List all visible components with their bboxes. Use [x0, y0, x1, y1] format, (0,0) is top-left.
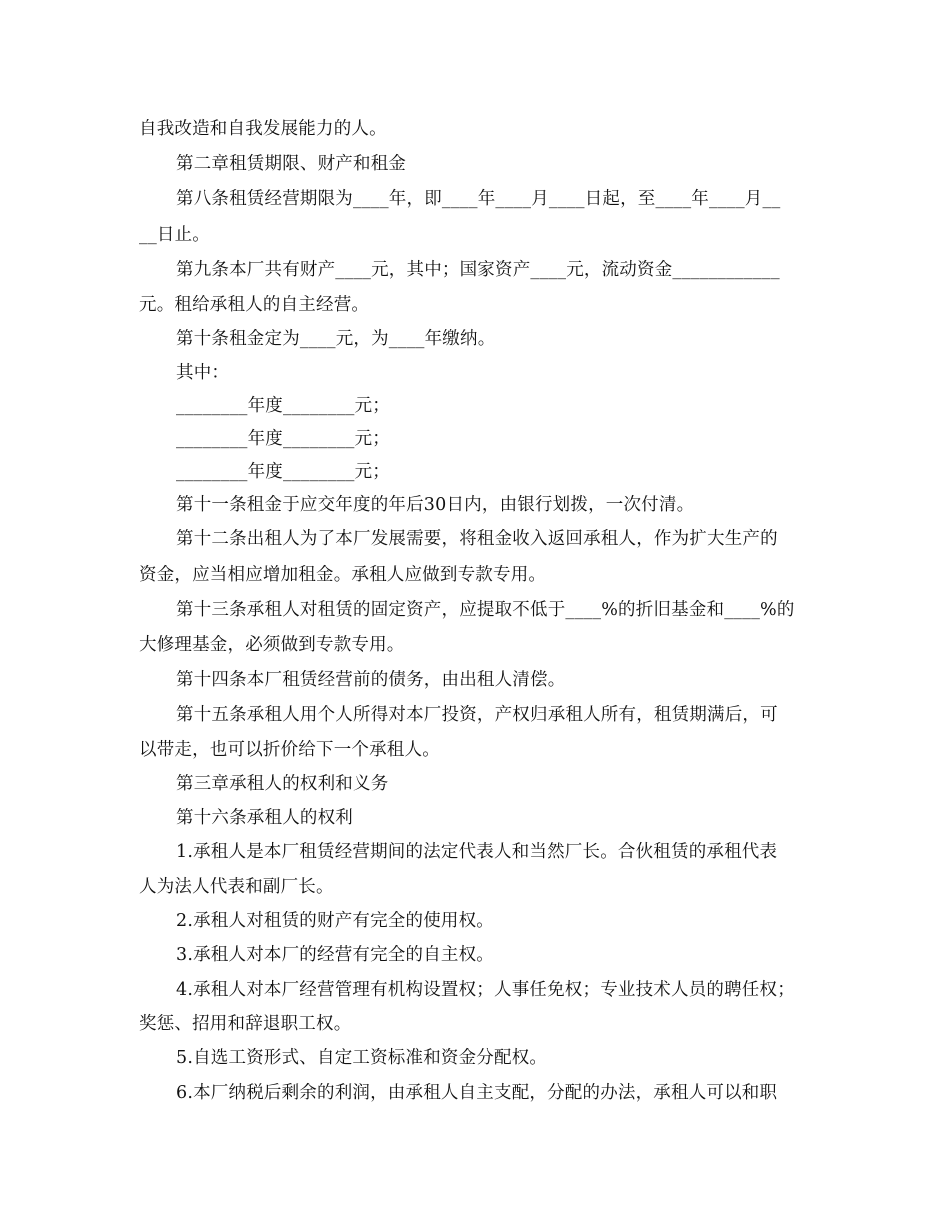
text-line: ________年度________元；: [176, 429, 390, 449]
text-line: 大修理基金，必须做到专款专用。: [139, 635, 405, 655]
chapter-heading: 第三章承租人的权利和义务: [176, 774, 389, 794]
article-line: 第九条本厂共有财产____元，其中；国家资产____元，流动资金____________: [176, 260, 780, 280]
article-line: 第十三条承租人对租赁的固定资产，应提取不低于____%的折旧基金和____%的: [176, 600, 795, 620]
text-line: 元。租给承租人的自主经营。: [139, 295, 370, 315]
list-item: 1.承租人是本厂租赁经营期间的法定代表人和当然厂长。合伙租赁的承租代表: [176, 842, 778, 862]
text-line: ________年度________元；: [176, 462, 390, 482]
text-line: 资金，应当相应增加租金。承租人应做到专款专用。: [139, 565, 547, 585]
text-line: 其中：: [176, 363, 230, 383]
list-item: 6.本厂纳税后剩余的利润，由承租人自主支配，分配的办法，承租人可以和职: [176, 1083, 778, 1103]
text-line: 自我改造和自我发展能力的人。: [139, 119, 387, 139]
article-line: 第十五条承租人用个人所得对本厂投资，产权归承租人所有，租赁期满后，可: [176, 705, 778, 725]
article-line: 第十条租金定为____元，为____年缴纳。: [176, 329, 496, 349]
chapter-heading: 第二章租赁期限、财产和租金: [176, 154, 407, 174]
list-item: 3.承租人对本厂的经营有完全的自主权。: [176, 945, 494, 965]
text-line: 以带走，也可以折价给下一个承租人。: [139, 740, 440, 760]
article-line: 第十二条出租人为了本厂发展需要，将租金收入返回承租人，作为扩大生产的: [176, 529, 778, 549]
text-line: 奖惩、招用和辞退职工权。: [139, 1014, 352, 1034]
article-line: 第八条租赁经营期限为____年，即____年____月____日起，至____年____月__: [176, 189, 781, 209]
article-line: 第十一条租金于应交年度的年后30日内，由银行划拨，一次付清。: [176, 495, 695, 515]
text-line: 人为法人代表和副厂长。: [139, 877, 334, 897]
article-line: 第十四条本厂租赁经营前的债务，由出租人清偿。: [176, 670, 566, 690]
text-line: ________年度________元；: [176, 396, 390, 416]
list-item: 4.承租人对本厂经营管理有机构设置权；人事任免权；专业技术人员的聘任权；: [176, 980, 795, 1000]
list-item: 2.承租人对租赁的财产有完全的使用权。: [176, 911, 494, 931]
article-line: 第十六条承租人的权利: [176, 808, 353, 828]
list-item: 5.自选工资形式、自定工资标准和资金分配权。: [176, 1048, 548, 1068]
text-line: __日止。: [139, 225, 210, 245]
